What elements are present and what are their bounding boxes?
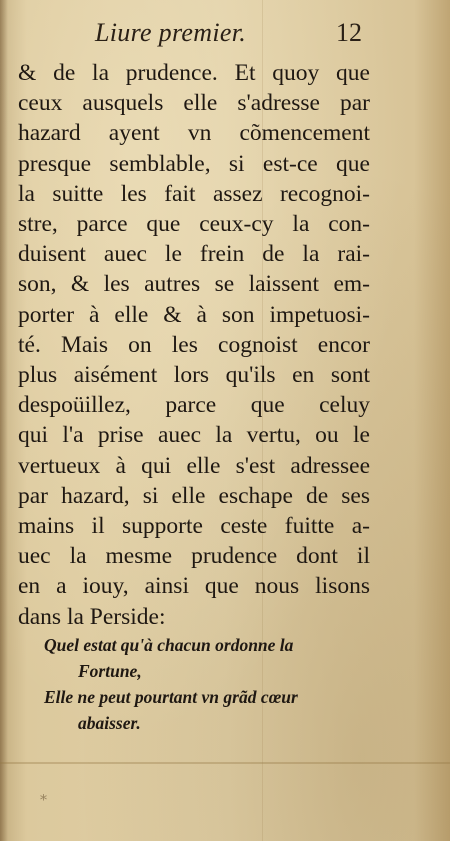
running-title: Liure premier. xyxy=(95,18,247,47)
ink-smudge: ⁎ xyxy=(40,788,47,804)
page-number: 12 xyxy=(336,18,362,47)
text-line: ceux ausquels elle s'adresse par xyxy=(18,90,370,117)
text-line: plus aisément lors qu'ils en sont xyxy=(18,362,370,389)
verse-line: Elle ne peut pourtant vn grãd cœur xyxy=(44,687,298,707)
text-line: hazard ayent vn cõmencement xyxy=(18,120,370,147)
page-crease-horizontal xyxy=(0,762,450,764)
text-line: & de la prudence. Et quoy que xyxy=(18,60,370,86)
body-paragraph xyxy=(18,58,370,632)
verse-line: abaisser. xyxy=(78,713,141,733)
text-line: stre, parce que ceux-cy la con- xyxy=(18,211,370,238)
verse-line: Quel estat qu'à chacun ordonne la xyxy=(44,635,294,655)
text-line: son, & les autres se laissent em- xyxy=(18,271,370,298)
text-line: qui l'a prise auec la vertu, ou le xyxy=(18,422,370,449)
text-line: vertueux à qui elle s'est adressee xyxy=(18,452,370,479)
text-line: duisent auec le frein de la rai- xyxy=(18,241,370,268)
text-line: par hazard, si elle eschape de ses xyxy=(18,482,370,509)
verse-line: Fortune, xyxy=(78,661,142,681)
text-line: té. Mais on les cognoist encor xyxy=(18,331,370,358)
text-line: la suitte les fait assez recognoi- xyxy=(18,180,370,207)
text-line: despoüillez, parce que celuy xyxy=(18,392,370,419)
verse-quotation xyxy=(44,632,374,736)
text-line: presque semblable, si est-ce que xyxy=(18,150,370,177)
text-line: dans la Perside: xyxy=(18,603,166,630)
text-line: mains il supporte ceste fuitte a- xyxy=(18,513,370,540)
text-line: porter à elle & à son impetuosi- xyxy=(18,301,370,328)
text-line: uec la mesme prudence dont il xyxy=(18,543,370,570)
text-line: en a iouy, ainsi que nous lisons xyxy=(18,573,370,600)
page-gutter-shadow xyxy=(0,0,8,841)
